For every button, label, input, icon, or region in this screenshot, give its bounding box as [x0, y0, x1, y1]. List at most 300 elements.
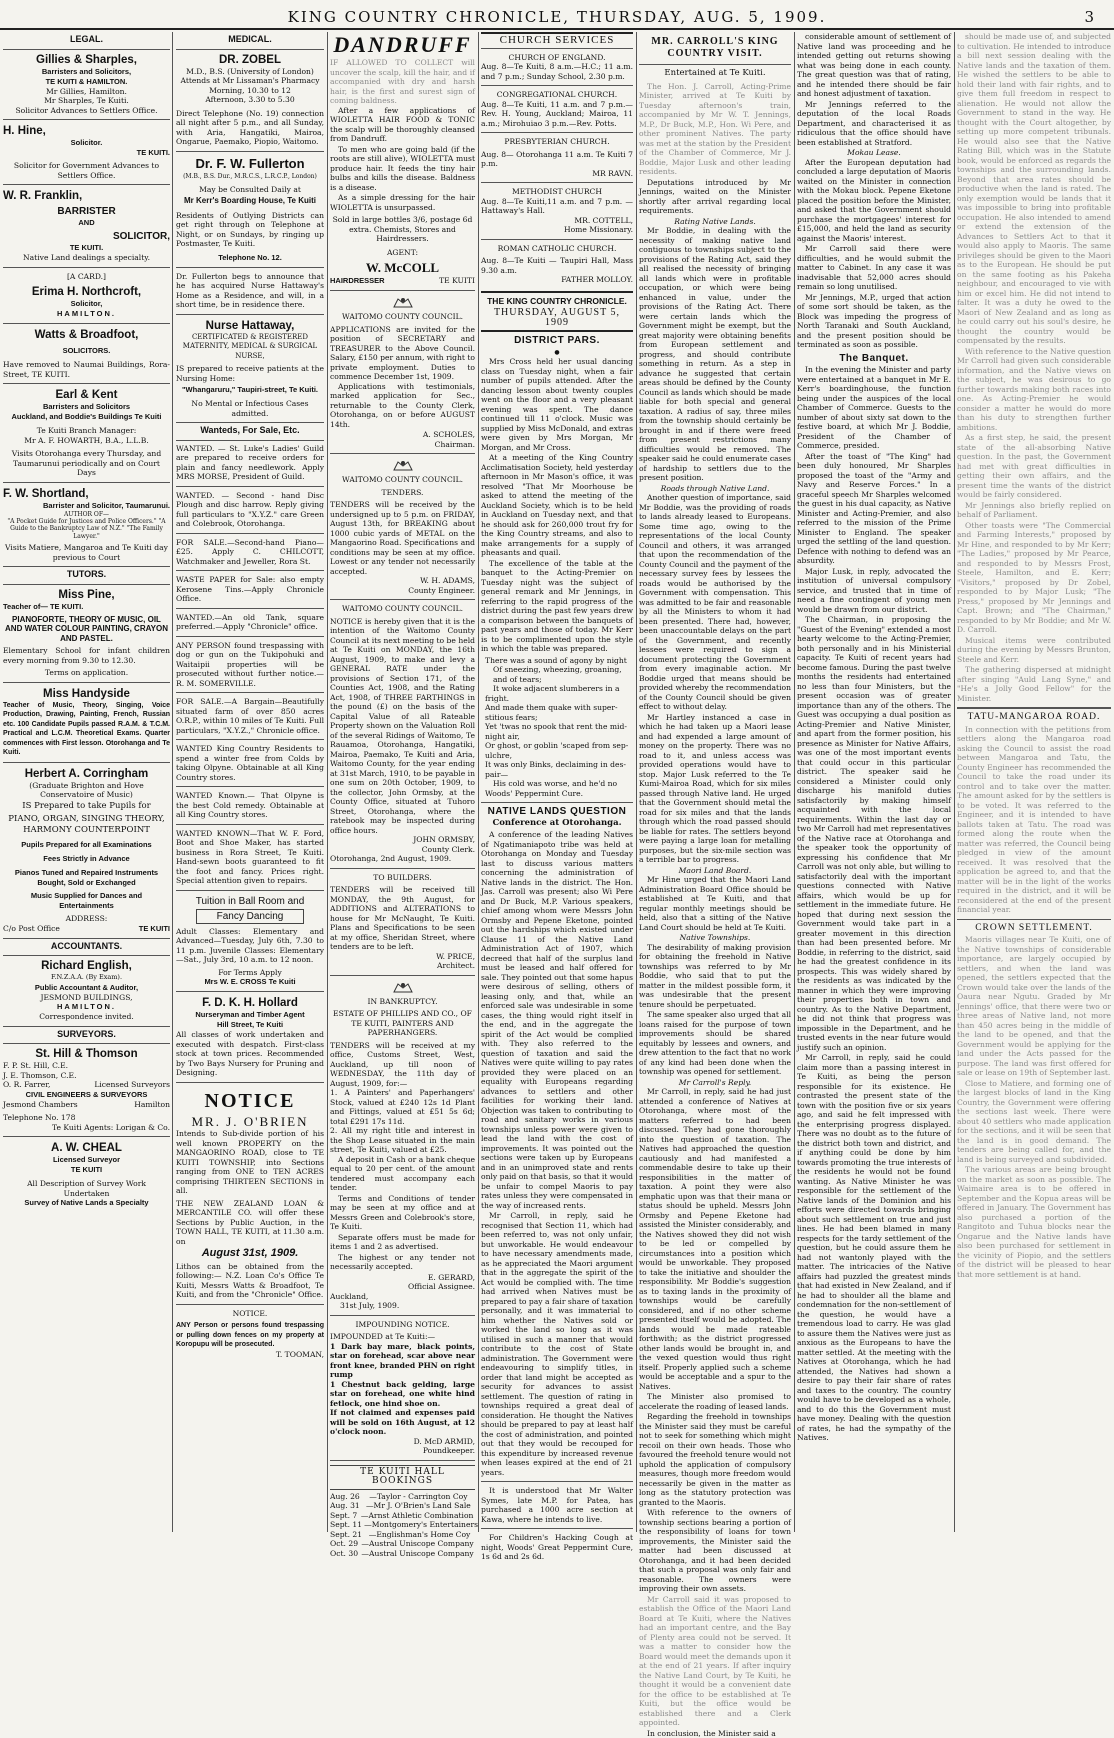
hall-booking-row [330, 1549, 475, 1559]
poem-line: fright. [485, 694, 633, 704]
divider [330, 868, 475, 869]
ad-line: TE KUITI [139, 924, 170, 934]
news-paragraph: Maoris villages near Te Kuiti, one of the Native townships of considerable importance, are largely occupied by settlers, and when the land was opened, the settlers expected that the Crown would take over the lands of the Oaura near Ngutu. Graded by Mr Jennings' office, that there were two or three areas of Native land, not more than 450 acres being in the middle of the land to be opened, and that the Government would be applying for the land under the Acts passed for the purpose. The land was first offered for sale or lease on 19th of September last. [957, 935, 1111, 1078]
ad-line: W. H. ADAMS, [330, 576, 475, 586]
divider [176, 692, 324, 693]
divider [481, 1481, 633, 1482]
ad-line: Mr A. F. HOWARTH, B.A., L.L.B. [3, 436, 170, 446]
news-paragraph: Mr Boddie, in dealing with the necessity of making native land contiguous to townships subject to the provisions of the Rating Act, said they all realised the necessity of bringing all lands which were in profitable occupation, or which were being enhanced in value, under the provisions of the Rating Act. There were certain lands which the Government might be exempt, but the great majority were obtaining benefits from European settlement and progress, and should contribute something in return. As a step in advance he suggested that certain areas should be defined by the County Council as lands which should be made liable for both special and general taxation. A radius of say, three miles from the township should certainly be brought in and if there were freed from present restrictions many difficulties would be removed. The speaker said he could enumerate cases of hardship to settlers due to the present position. [639, 226, 791, 483]
divider [3, 323, 170, 324]
divider [330, 975, 475, 976]
surveyors-heading: SURVEYORS. [3, 1026, 170, 1045]
ad-line: IS Prepared to take Pupils for [3, 802, 170, 812]
ad-to-builders [330, 873, 475, 971]
hall-booking-row [330, 1492, 475, 1502]
ad-line: SOLICITOR, [3, 231, 170, 243]
ad-shortland [3, 487, 170, 563]
ad-line: As a simple dressing for the hair WIOLETTA is unsurpassed. [330, 193, 475, 212]
ad-line: Attends at Mr Lissaman's Pharmacy [176, 76, 324, 86]
ad-name: Earl & Kent [3, 388, 170, 402]
news-paragraph: Mr Carroll, in reply, said he recognised that Section 11, which had been referred to, was not only unfair, but unworkable. He would endeavour to have necessary amendments made, as he appreciated the Maori argument that in the aggregate the spirit of the Act would be complied with. The time had arrived when Natives must be prepared to pay a fair share of taxation personally, and it was immaterial to him whether the Natives sold or worked the land so long as it was utilised in such a manner that would contribute to the cost of State administration. The Government were endeavouring to simplify titles, in order that land might be accepted as security for advances to assist settlement. The question of rating in townships required a great deal of consideration. He thought the Natives should be prepared to pay at least half the cost of administration, and pointed out that they would be recouped for this expenditure by increased revenue when leases expired at the end of 21 years. [481, 1211, 633, 1477]
ad-line: Te Kuiti Branch Manager: [3, 426, 170, 436]
poem-line: Woods' Peppermint Cure. [485, 789, 633, 799]
ad-line: Adult Classes: Elementary and Advanced—Tuesday, July 6th, 7.30 to 11 p.m. Juvenile Classes: Elementary —Sat., July 3rd, 10 a.m. to 12 noon. [176, 927, 324, 965]
classified: WANTED King Country Residents to spend a winter free from Colds by taking Olpyne. Obtainable at all King Country stores. [176, 744, 324, 782]
article-subheading: Rating Native Lands. [639, 217, 791, 227]
church-name: PRESBYTERIAN CHURCH. [481, 137, 633, 147]
ad-name: Nurse Hattaway, [176, 319, 324, 333]
divider [481, 85, 633, 86]
poem-line: His cold was worse, and he'd no [485, 779, 633, 789]
coat-of-arms-icon [392, 295, 414, 309]
column-rule [794, 32, 795, 1532]
booking-event: —Englishman's Home Coy [362, 1530, 475, 1540]
divider [3, 184, 170, 185]
ad-hine [3, 124, 170, 180]
booking-date: Sept. 11 [330, 1520, 362, 1530]
divider [176, 739, 324, 740]
booking-date: Sept. 21 [330, 1530, 362, 1540]
ad-line: JESMOND BUILDINGS, [3, 993, 170, 1003]
ad-name: W. R. Franklin, [3, 189, 170, 203]
divider [176, 486, 324, 487]
ad-name: Miss Pine, [3, 588, 170, 602]
ad-line: CERTIFICATED & REGISTERED MATERNITY, MEDICAL & SURGICAL NURSE, [176, 333, 324, 362]
ad-line: The highest or any tender not necessarily accepted. [330, 1253, 475, 1272]
ad-name: IMPOUNDING NOTICE. [330, 1320, 475, 1330]
ad-name: A. W. CHEAL [3, 1141, 170, 1155]
paper-date: THURSDAY, AUGUST 5, 1909 [481, 308, 633, 332]
ad-line: Native Land dealings a specialty. [3, 253, 170, 263]
hall-booking-row [330, 1520, 475, 1530]
ad-line: Pupils Prepared for all Examinations [3, 840, 170, 850]
column-medical-wanteds [176, 32, 324, 1534]
ad-line: Mr Sharples, Te Kuiti. [3, 96, 170, 106]
ad-name: Miss Handyside [3, 687, 170, 701]
ad-line: Mr Kerr's Boarding House, Te Kuiti [176, 195, 324, 207]
ad-line: Poundkeeper. [330, 1446, 475, 1456]
article-subheading: Native Townships. [639, 933, 791, 943]
classified: WANTED. — St. Luke's Ladies' Guild are prepared to receive orders for plain and fancy needlework. Apply MRS MORSE, President of Guild. [176, 444, 324, 482]
ad-earl-kent [3, 388, 170, 478]
ad-line: 1 Dark bay mare, black points, star on forehead, scar above near front knee, branded PHN on right rump [330, 1342, 475, 1380]
divider [957, 919, 1111, 920]
news-paragraph: Mr Hine urged that the Maori Land Administration Board Office should be established at Te Kuiti, and that regular monthly meetings should be held, also that a sitting of the Native Land Court should be held at Te Kuiti. [639, 875, 791, 932]
divider [330, 290, 475, 291]
ad-line: Licensed Surveyor [3, 1155, 170, 1165]
divider [639, 64, 791, 65]
news-paragraph: The gathering dispersed at midnight after singing "Auld Lang Syne," and "He's a Jolly Good Fellow" for the Minister. [957, 665, 1111, 703]
ad-dr-zobel [176, 53, 324, 147]
ad-name: DANDRUFF [330, 32, 475, 58]
masthead-title: KING COUNTRY CHRONICLE, THURSDAY, AUG. 5, 1909. [288, 8, 827, 26]
ad-name: H. Hine, [3, 124, 170, 138]
news-paragraph: Mr Carroll, in reply, said he had just attended a conference of Natives at Otorohanga, where most of the matters referred to had been discussed. They had gone thoroughly into the question of taxation. The Natives had approached the question cautiously and had manifested a commendable desire to take up their responsibilities in the matter of taxation. A point they were also emphatic upon was that their mana or status should be upheld. Messrs John Ormsby and Pepene Eketone had assisted the Minister considerably, and the Natives showed they did not wish to be led or compelled by circumstances into a position which would be unworkable. They proposed to take the initiative and shoulder the responsibility. Mr Boddie's suggestion as to taxing lands in the proximity of townships would be carefully considered, and if no other scheme presented itself would be adopted. The lands would be made rateable forthwith; as the district progressed other lands would be brought in, and the vexed question would thus right itself. Properly applied such a scheme would be acceptable and a spur to the Natives. [639, 1087, 791, 1391]
church-name: CONGREGATIONAL CHURCH. [481, 90, 633, 100]
ad-line: TE KUITI & HAMILTON. [3, 77, 170, 87]
ad-line: Afternoon, 3.30 to 5.30 [176, 95, 324, 105]
ad-name: DR. ZOBEL [176, 53, 324, 67]
ad-name: TE KUITI HALL BOOKINGS [330, 1465, 475, 1490]
news-paragraph: Mr Jennings referred to the deputation of the local Roads Department, and characterised it as ridiculous that the office should have been established at Stratford. [797, 100, 951, 148]
article-subheading: Roads through Native Land. [639, 484, 791, 494]
ad-line: Applications with testimonials, marked application for Sec., returnable to the County Clerk, Otorohanga, on or before AUGUST 14th. [330, 382, 475, 430]
ad-line: AGENT: [330, 248, 475, 258]
article-subheadline: Entertained at Te Kuiti. [639, 69, 791, 79]
ad-line: TE KUITI [3, 1165, 170, 1175]
news-paragraph: Mr Carroll said there were difficulties, and he would submit the matter to Cabinet. In any case it was inadvisable that 52,000 acres should remain so long unutilised. [797, 244, 951, 292]
ad-name: Richard English, [3, 959, 170, 973]
article-headline: MR. CARROLL'S KING COUNTRY VISIT. [639, 36, 791, 60]
ad-line: "Whangaruru," Taupiri-street, Te Kuiti. [176, 385, 324, 395]
ad-line: A. SCHOLES, [330, 430, 475, 440]
ad-line: Pianos Tuned and Repaired Instruments Bought, Sold or Exchanged [3, 868, 170, 888]
ad-line: Intends to Sub-divide portion of his well known PROPERTY on the MANGAORINO ROAD, close to TE KUITI TOWNSHIP, into Sections ranging from ONE to TEN ACRES comprising THIRTEEN SECTIONS in all. [176, 1129, 324, 1196]
divider [176, 533, 324, 534]
ad-name: F. D. K. H. Hollard [176, 996, 324, 1010]
ad-line: ESTATE OF PHILLIPS AND CO., OF TE KUITI, PAINTERS AND PAPERHANGERS. [330, 1009, 475, 1038]
column-rule [478, 32, 479, 1532]
divider [330, 1315, 475, 1316]
ad-line: Tuition in Ball Room and [176, 895, 324, 908]
news-paragraph: Other toasts were "The Commercial and Farming Interests," proposed by Mr Hine, and responded to by Mr Kerr; "The Ladies," proposed by Mr Pearce, and responded to by Messrs Frost, Steele, Hamilton, and E. Kerr; "Visitors," proposed by Dr Zobel, responded to by Major Lusk; "The Press," proposed by Mr Jennings and Capt. Brown; and "The Chairman," responded to by Mr Boddie; and Mr W. D. Carroll. [957, 521, 1111, 635]
ad-line: Hamilton [134, 1100, 170, 1110]
ad-line: HAMILTON. [3, 1002, 170, 1012]
ad-line: BARRISTER [3, 206, 170, 218]
news-paragraph: The Chairman, in proposing the "Guest of the Evening" extended a most hearty welcome to the Acting-Premier, both personally and in his Ministerial capacity. Te Kuiti of recent years had become famous. During the past twelve months the residents had entertained no less than four Ministers, but the present occasion was of greater importance than any of the others. The Guest was occupying a dual position as Acting-Premier and Native Minister, and apart from the former position, his presence as Minister for Native Affairs, was one of the most important events that could occur in this particular district. The speaker said he considered a Minister could only discharge his manifold duties satisfactorily by making himself acquainted with the local requirements. Within the last day or two Mr Carroll had met representatives of the Native race at Otorohanga and the speaker took the opportunity of expressing his confidence that Mr Carroll was not only able, but willing to satisfactorily deal with the important questions connected with Native affairs, which would be up for settlement in the immediate future. He hoped that during next session the Government would take part in a greater movement in this direction than had been presented before. Mr Boddie, in referring to the district, said he had the greatest confidence in its prospects. This was widely shared by the residents as was indicated by the manner in which they were improving their properties both in town and country. As to the Native Department, he did not think that progress was impossible in the Department, and he trusted events in the near future would justify such an opinion. [797, 615, 951, 1052]
church-service: Aug. 8—Te Kuiti,11 a.m. and 7 p.m. —Hattaway's Hall. [481, 197, 633, 216]
ad-line: Have removed to Naumai Buildings, Rora-Street, TE KUITI. [3, 360, 170, 379]
ad-line: Hill Street, Te Kuiti [176, 1020, 324, 1030]
ad-hollard [176, 996, 324, 1078]
ad-line: 1. A Painters' and Paperhangers' Stock, valued at £240 12s 1d Plant and Fittings, valued at £51 5s 6d; total £291 17s 11d. [330, 1088, 475, 1126]
divider [957, 707, 1111, 709]
booking-date: Oct. 29 [330, 1539, 358, 1549]
divider [330, 1460, 475, 1461]
ad-line: PIANOFORTE, THEORY OF MUSIC, OIL AND WATER COLOUR PAINTING, CRAYON AND PASTEL. [3, 615, 170, 644]
ad-name: IN BANKRUPTCY. [330, 997, 475, 1007]
booking-date: Sept. 7 [330, 1511, 357, 1521]
ad-line: SOLICITORS. [3, 346, 170, 356]
church-minister: FATHER MOLLOY. [481, 275, 633, 285]
ad-obrien-notice [176, 1089, 324, 1300]
ad-line: Survey of Native Lands a Specialty [3, 1198, 170, 1208]
ad-address-row [3, 924, 170, 934]
ad-line: APPLICATIONS are invited for the position of SECRETARY and TREASURER to the Above Council. Salary, £150 per annum, with right to private employment. Duties to commence December 1st, 1909. [330, 325, 475, 382]
church-name: CHURCH OF ENGLAND. [481, 53, 633, 63]
ad-council-secretary [330, 312, 475, 449]
divider [481, 802, 633, 803]
news-paragraph: considerable amount of settlement of Native land was proceeding and he intended getting out returns showing what was being done in each county. The great question was that of rating, and he intended there should be fair and honest adjustment of taxation. [797, 32, 951, 99]
ad-dancing-tuition [176, 895, 324, 988]
ad-council-tenders [330, 475, 475, 595]
ad-line: Barrister and Solicitor, Taumarunui. [3, 501, 170, 511]
article-subheading: Mokau Lease. [797, 148, 951, 158]
poem-line: ulchre, [485, 751, 633, 761]
ad-gillies-sharples [3, 53, 170, 116]
ad-bankruptcy [330, 997, 475, 1311]
ad-name: MR. J. O'BRIEN [176, 1117, 324, 1127]
hall-booking-row [330, 1539, 475, 1549]
divider [330, 599, 475, 600]
ad-line: Public Accountant & Auditor, [3, 983, 170, 993]
news-paragraph: The Minister also promised to accelerate the roading of leased lands. [639, 1392, 791, 1411]
ad-line: Te Kuiti Agents: Lorigan & Co. [3, 1123, 170, 1133]
ad-line: NOTICE is hereby given that it is the intention of the Waitomo County Council at its next meeting to be held at Te Kuiti on MONDAY, the 16th August, 1909, to make and levy a GENERAL RATE under the provisions of Section 171, of the Counties Act, 1908, and the Rating Act, 1908, of THREE FARTHINGS in the pound (£) on the basis of the Capital Value of all Rateable Property shown on the Valuation Roll of the several Ridings of Waitomo, Te Rauamoa, Otorohanga, Hangatiki, Mairoa, Paemako, Te Kuiti and Aria, Waitomo County, for the year ending at 31st March, 1910, to be payable in one sum on 20th October, 1909, to the collector, John Ormsby, at the County Office, situated at Tuhoro Street, Otorohanga, where the ratebook may be inspected during office hours. [330, 617, 475, 836]
ad-northcroft [3, 285, 170, 319]
ad-line: HAIRDRESSER [330, 276, 385, 286]
poem-line: Of sneezing, wheezing, groaning, [485, 665, 633, 675]
news-paragraph: The desirability of making provision for obtaining the freehold in Native townships was referred to by Mr Boddie, who said that to put the matter in the mildest possible form, it was undesirable that the present tenure should be perpetuated. [639, 943, 791, 1010]
ad-name: WAITOMO COUNTY COUNCIL. [330, 604, 475, 614]
ad-line: A deposit in Cash or a bank cheque equal to 20 per cent. of the amount tendered must accompany each tender. [330, 1155, 475, 1193]
ad-line: C/o Post Office [3, 924, 60, 934]
ad-line: Official Assignee. [330, 1282, 475, 1292]
hall-booking-row [330, 1501, 475, 1511]
booking-event: —Arnst Athletic Combination [357, 1511, 475, 1521]
poem-line: And made them quake with super- [485, 703, 633, 713]
news-paragraph: After the toast of "The King" had been duly honoured, Mr Sharples proposed the toast of the "Army and Navy and Reserve Forces." In a graceful speech Mr Sharples welcomed the guest in his dual capacity, as Native Minister and Acting-Premier, and also referred to the mission of the Prime Minister to England. The speaker urged the settling of the land question. Defence with nothing to defend was an absurdity. [797, 452, 951, 566]
divider [176, 1304, 324, 1305]
ad-line: Chairman. [330, 440, 475, 450]
news-paragraph: Another question of importance, said Mr Boddie, was the providing of roads to lands already leased to Europeans. Some time ago, owing to the representations of the local County Council and others, it was arranged that upon the recommendation of the County Council and the payment of the necessary survey fees by lessees the roads would be authorised by the Government with compensation. This was admitted to be fair and reasonable by all the Ministers to whom it had been presented. There had, however, been unaccountable delays on the part of the Government, and recently lessees were required to sign a document protecting the Government from every imaginable action. Mr Boddie urged that means should be provided whereby the recommendation of the County Council should be given effect to without delay. [639, 493, 791, 712]
ad-line: Architect. [330, 961, 475, 971]
ad-line: IS prepared to receive patients at the Nursing Home: [176, 364, 324, 383]
ad-line: Separate offers must be made for items 1 and 2 as advertised. [330, 1233, 475, 1252]
ad-line: TENDERS. [330, 488, 475, 498]
ad-line: Otorohanga, 2nd August, 1909. [330, 854, 475, 864]
ad-name: Gillies & Sharples, [3, 53, 170, 67]
ad-name: Erima H. Northcroft, [3, 285, 170, 299]
ad-line: T. TOOMAN, [176, 1350, 324, 1360]
ad-line: 2. All my right title and interest in the Shop Lease situated in the main street, Te Kuiti, valued at £25. [330, 1126, 475, 1155]
divider [176, 570, 324, 571]
column-continued-roads [957, 32, 1111, 1534]
native-lands-subheading: Conference at Otorohanga. [481, 819, 633, 829]
ad-line: Barristers and Solicitors, [3, 67, 170, 77]
church-minister: Home Missionary. [481, 225, 633, 235]
ad-nurse-hattaway [176, 319, 324, 419]
ad-line: J. E. Thomson, C.E. [3, 1071, 170, 1081]
ad-line: Mr Gillies, Hamilton. [3, 87, 170, 97]
ad-line: Visits Matiere, Mangaroa and Te Kuiti day previous to Court [3, 543, 170, 562]
ad-line: Elementary School for infant children every morning from 9.30 to 12.30. [3, 646, 170, 665]
news-paragraph: At a meeting of the King Country Acclimatisation Society, held yesterday afternoon in Mr Mason's office, it was resolved "That Mr Moorhouse be asked to attend the meeting of the Auckland Society, which is to be held in Auckland on Tuesday next, and that he should ask for 260,000 trout fry for the King Country streams, and also to make arrangements for a supply of pheasants and quail. [481, 453, 633, 558]
coat-of-arms-icon [392, 980, 414, 994]
column-rule [172, 32, 173, 1532]
section-ornament: ● [481, 348, 633, 358]
poem-line: There was a sound of agony by night [485, 656, 633, 666]
ad-line: Telephone No. 12. [176, 253, 324, 263]
tutors-heading: TUTORS. [3, 566, 170, 585]
ad-cheal [3, 1141, 170, 1208]
ad-line: After a few applications of WIOLETTA HAIR FOOD & TONIC the scalp will be thoroughly cleansed from Dandruff. [330, 106, 475, 144]
divider [176, 786, 324, 787]
ad-line: Solicitor for Government Advances to Settlers Office. [3, 161, 170, 180]
ad-line: THE NEW ZEALAND LOAN & MERCANTILE CO. will offer these Sections by Public Auction, in the TOWN HALL, TE KUITI, at 11.30 a.m. on [176, 1199, 324, 1247]
ad-line: May be Consulted Daily at [176, 185, 324, 195]
news-paragraph: In connection with the petitions from settlers along the Mangaroa road asking the Council to assist the road between Mangaroa and Tatu, the County Engineer has recommended the Council to take the road under its control and to take over the matter. The amount asked for by the settlers is to be voted. It was referred to the Engineer, and it is intended to have ballots taken at Tatu. The road was formed along the route when the matter was referred, the Council being pledged in view of the amount received. It was resolved that the application be agreed to, and that the matter will be in the light of the works required in the district, and it will be reconsidered at the end of the present financial year. [957, 725, 1111, 915]
ad-line: HAMILTON. [3, 309, 170, 319]
classified: WASTE PAPER for Sale: also empty Kerosene Tins.—Apply Chronicle Office. [176, 575, 324, 604]
divider [176, 151, 324, 152]
booking-event: —Mr J. O'Brien's Land Sale [360, 1501, 475, 1511]
ad-row [3, 1080, 170, 1090]
ad-line: F.N.Z.A.A. (By Exam). [3, 973, 170, 983]
news-paragraph: Mr Jennings, M.P., urged that action of some sort should be taken, as the Block was impeding the progress of North Taranaki and South Auckland, and the present position should be terminated as soon as possible. [797, 293, 951, 350]
ad-line: Barristers and Solicitors [3, 402, 170, 412]
ad-line: TE KUITI. [3, 243, 170, 253]
native-lands-heading: NATIVE LANDS QUESTION [481, 807, 633, 817]
ad-line: IMPOUNDED at Te Kuiti:— [330, 1332, 475, 1342]
ad-dandruff [330, 32, 475, 286]
ad-line: County Clerk. [330, 845, 475, 855]
church-name: METHODIST CHURCH [481, 187, 633, 197]
ad-line: Dr. Fullerton begs to announce that he has acquired Nurse Hattaway's Home as a Residence, and will, in a short time, be in residence there. [176, 272, 324, 310]
divider [3, 762, 170, 763]
church-service: Aug. 8—Te Kuiti, 11 a.m. and 7 p.m.—Rev. H. Young, Auckland; Mairoa, 11 a.m.; Mirohuiao 3 p.m.—Rev. Potts. [481, 100, 633, 129]
column-rule [327, 32, 328, 1532]
ad-line: All classes of work undertaken and executed with despatch. First-class stock at town prices. Recommended by Two Bays Nursery for Pruning and Designing. [176, 1030, 324, 1078]
ad-line: (M.B., B.S. Dur., M.R.C.S., L.R.C.P., London) [176, 172, 324, 182]
ad-line: TENDERS will be received at my office, Customs Street, West, Auckland, up till noon of WEDNESDAY, the 11th day of August, 1909, for:— [330, 1041, 475, 1089]
hall-bookings-list [330, 1492, 475, 1559]
ad-line: TE KUITI. [3, 148, 170, 158]
crown-settlement-heading: CROWN SETTLEMENT. [957, 924, 1111, 934]
ad-line: If not claimed and expenses paid will be sold on 16th August, at 12 o'clock noon. [330, 1408, 475, 1437]
news-paragraph: The Hon. J. Carroll, Acting-Prime Minister, arrived at Te Kuiti by Tuesday afternoon's train, accompanied by Mr W. T. Jennings, M.P., Dr Buck, M.P., Hon. Wi Pere, and other prominent Natives. The party was met at the station by the President of the Chamber of Commerce, Mr J. Boddie, Major Lusk and other leading residents. [639, 82, 791, 177]
ad-line: Licensed Surveyors [94, 1080, 170, 1090]
ad-miss-pine [3, 588, 170, 678]
accountants-heading: ACCOUNTANTS. [3, 938, 170, 957]
ad-line: "A Pocket Guide for Justices and Police Officers." "A Guide to the Bankruptcy Law of N.Z." "The Family Lawyer." [3, 518, 170, 541]
wanteds-heading: Wanteds, For Sale, Etc. [176, 422, 324, 441]
ad-hall-bookings [330, 1465, 475, 1559]
ad-name: WAITOMO COUNTY COUNCIL. [330, 312, 475, 322]
ad-line: Solicitor Advances to Settlers Office. [3, 106, 170, 116]
ad-line: PIANO, ORGAN, SINGING THEORY, HARMONY COUNTERPOINT [3, 814, 170, 836]
ad-trespass-notice [176, 1309, 324, 1360]
ad-line: CIVIL ENGINEERS & SURVEYORS [3, 1090, 170, 1100]
news-paragraph: The various areas are being brought on the market as soon as possible. The Waimaire area is to be offered in September and the Kopua areas will be offered in January. The Government has also purchased a portion of the Rangitoto and Tuhua blocks near the Ongarue and the Native lands have also been purchased for settlement in the vicinity of Piopio, and the settlers of the district will be pleased to hear that more settlement is at hand. [957, 1165, 1111, 1279]
ad-line: Terms and Conditions of tender may be seen at my office and at Messrs Green and Colebrook's store, Te Kuiti. [330, 1194, 475, 1232]
divider [481, 182, 633, 183]
ad-line: Terms on application. [3, 668, 170, 678]
poem-line: Or ghost, or goblin 'scaped from sep- [485, 741, 633, 751]
church-service: Aug. 8— Otorohanga 11 a.m. Te Kuiti 7 p.m. [481, 150, 633, 169]
news-paragraph: Mr Hartley instanced a case in which he had taken up a Maori lease and had expended a large amount of money on the property. There was no road to it, and unless access was provided operations would have to stop. Major Lusk referred to the Te Kumi-Mairoa Road, which for six miles passed through Native land. He urged that the Government should metal the road for six miles and that the lands through which the road passed should be liable for rates. The settlers beyond were paying a large loan for metalling purposes, but the six-mile section was a terrible bar to progress. [639, 713, 791, 865]
divider [481, 132, 633, 133]
ad-line: Teacher of— TE KUITI. [3, 602, 170, 612]
classified: FOR SALE.—Second-hand Piano—£25. Apply C. CHILCOTT, Watchmaker and Jeweller, Rora St. [176, 538, 324, 567]
poem-line: stitious fears; [485, 713, 633, 723]
ad-line: August 31st, 1909. [176, 1249, 324, 1259]
divider [176, 991, 324, 992]
divider [330, 453, 475, 454]
poem-line: It was only Binks, declaiming in des- [485, 760, 633, 770]
ad-line: For Terms Apply [176, 968, 324, 978]
ad-row [330, 276, 475, 286]
advert-poem [481, 656, 633, 799]
ad-row [3, 1100, 170, 1110]
divider [176, 1082, 324, 1083]
column-dandruff-council [330, 32, 475, 1534]
ad-line: Telephone No. 178 [3, 1113, 170, 1123]
ad-dr-fullerton [176, 156, 324, 310]
ad-line: Fees Strictly in Advance [3, 854, 170, 864]
news-paragraph: Mr Jennings also briefly replied on behalf of Parliament. [957, 501, 1111, 520]
column-rule [954, 32, 955, 1532]
news-paragraph: With reference to the Native question Mr Carroll had given such considerable information, and the Native views on the subject, he was desirous to go further towards making both races into one. As Acting-Premier he would consider a matter he would do more than his duty to strengthen further ambitions. [957, 347, 1111, 433]
ad-miss-handyside [3, 687, 170, 758]
booking-event: —Austral Uniscope Company [358, 1549, 475, 1559]
divider [176, 314, 324, 315]
article-subheading: Mr Carroll's Reply. [639, 1078, 791, 1088]
news-paragraph: Mrs Cross held her usual dancing class on Tuesday night, when a fair number of pupils attended. After the dancing lesson about twenty couples went on the floor and a very pleasant evening was spent. The dance continued till 11 o'clock. Music was supplied by Miss McDonald, and extras were given by Mrs Morgan, Mr Morgan, and Mr Cross. [481, 357, 633, 452]
ad-line: Teacher of Music, Theory, Singing, Voice Production, Drawing, Painting, French, Russian etc. 100 Candidate Pupils passed R.A.M. & T.C.M. Practical and L.C.M. Theoretical Exams. Quarter commences with First lesson. Otorohanga and Te Kuiti. [3, 701, 170, 758]
masthead [0, 0, 1114, 28]
booking-event: —Austral Uniscope Company [358, 1539, 475, 1549]
ad-council-rate-notice [330, 604, 475, 864]
classified: WANTED Known.— That Olpyne is the best Cold remedy. Obtainable at all King Country stores. [176, 791, 324, 820]
ad-line: Direct Telephone (No. 19) connection all night after 5 p.m., and all Sunday, with Aria, Hangatiki, Mairoa, Ongarue, Paemako, Piopio, Waitomo. [176, 109, 324, 147]
ad-name: TO BUILDERS. [330, 873, 475, 883]
news-paragraph: The excellence of the table at the banquet to the Acting-Premier on Tuesday night was the subject of general remark and Mr Jennings, in referring to the rapid progress of the district during the past few years drew a comparison between the banquets of past years and those of today. Mr Kerr is to be complimented upon the style in which the table was prepared. [481, 559, 633, 654]
ad-impounding [330, 1320, 475, 1456]
booking-event: —Taylor - Carrington Coy [360, 1492, 475, 1502]
ad-line: To men who are going bald (if the roots are still alive), WIOLETTA must produce hair. It feeds the tiny hair bulbs and kills the disease. Baldness is a disease. [330, 145, 475, 193]
tatu-road-heading: TATU-MANGAROA ROAD. [957, 713, 1111, 723]
ad-watts-broadfoot [3, 328, 170, 379]
hall-booking-row [330, 1530, 475, 1540]
news-paragraph: As a first step, he said, the present state of the all-absorbing Native question. In the past, the Government had met with great difficulties in getting their own affairs, and the present time the wants of the district would be fairly considered. [957, 433, 1111, 500]
ad-line: M.D., B.S. (University of London) [176, 67, 324, 77]
classified: WANTED.—An old Tank, square preferred.—Apply "Chronicle" office. [176, 613, 324, 632]
column-carroll-continued [797, 32, 951, 1534]
divider [3, 267, 170, 268]
ad-name: WAITOMO COUNTY COUNCIL. [330, 475, 475, 485]
ad-line: 31st July, 1909. [330, 1301, 475, 1311]
divider [481, 1528, 633, 1529]
classified: WANTED. — Second - hand Disc Plough and disc harrow. Reply giving full particulars to "X.Y.Z." care Green and Colebrook, Otorohanga. [176, 491, 324, 529]
ad-line: Solicitor, [3, 299, 170, 309]
ad-line: ADDRESS: [3, 914, 170, 924]
news-paragraph: After the European deputation had concluded a large deputation of Maoris waited on the Minister in connection with the Mokau block. Pepene Eketone placed the position before the Minister, and asked that the Government should purchase the mortgagees' interest for £15,000, and held the land as security against the Maoris' interest. [797, 158, 951, 244]
divider [3, 383, 170, 384]
ad-english [3, 959, 170, 1022]
church-service: Aug. 8—Te Kuiti — Taupiri Hall, Mass 9.30 a.m. [481, 256, 633, 275]
poem-line: and of tears; [485, 675, 633, 685]
ad-line: Visits Otorohanga every Thursday, and Taumarunui periodically and on Court Days [3, 449, 170, 478]
news-paragraph: A conference of the leading Natives of Ngatimaniapoto tribe was held at Otorohanga on Monday and Tuesday last to discuss various matters concerning the administration of Native lands in the district. The Hon. Jas. Carroll was present; also Wi Pere and Dr Buck, M.P. Various speakers, chief among whom were Messrs John Ormsby and Pepene Eketone, pointed out the hardships which existed under Clause 11 of the Native Land Administration Act of 1907, which decreed that half of the surplus land must be leased and half offered for sale. They pointed out that some hapus were desirous of selling, others of leasing only, and that, while an enforced sale was undesirable in some cases, the thing would right itself in the end, and in the aggregate the spirit of the Act would be complied with. They also referred to the question of taxation and said the Natives were quite willing to pay rates provided they were placed on an equality with Europeans regarding advances to settlers and other facilities for working their land. Objection was taken to contributing to road and sanitary works in various townships unless power were given to lead the land with the cost of improvements. It was pointed out the sections were taken up by Europeans and in an unimproved state and rents only paid on that basis, so that it would be unfair to compel Maoris to pay rates unless they were compensated in the way of increased rents. [481, 830, 633, 1210]
news-paragraph: With reference to the owners of township sections bearing a portion of the responsibility of loans for town improvements, the Minister said the matter had been discussed at Otorohanga, and it had been decided that such a proposal was only fair and reasonable. The owners were improving their own assets. [639, 1508, 791, 1594]
page-number: 3 [1084, 8, 1096, 26]
ad-line: Nurseryman and Timber Agent [176, 1010, 324, 1020]
news-paragraph: It is understood that Mr Walter Symes, late M.P. for Patea, has purchased a 1000 acre section at Kawa, where he intends to live. [481, 1486, 633, 1524]
divider [3, 119, 170, 120]
ad-line: Mrs W. E. CROSS Te Kuiti [176, 977, 324, 987]
masthead-rule [0, 28, 1114, 30]
booking-date: Oct. 30 [330, 1549, 358, 1559]
ad-line: Fancy Dancing [196, 909, 304, 924]
ad-line: All Description of Survey Work Undertaken [3, 1179, 170, 1198]
divider [3, 682, 170, 683]
news-paragraph: should be made use of, and subjected to cultivation. He intended to introduce a bill next session dealing with the Native lands and the taxation of them. He wished the settlers to be able to hold their land with fair rights, and to give them full freedom in respect to alienation. He would not allow the Government to stand in the way. He thought with the Court altogether, by setting up more competent tribunals. He would also see that the Native Rating Bill, which was in the Statute book, would be enforced as regards the townships and the surrounding lands. Beyond that area rates should be productive when the land is rated. The only exemption would be lands that it was impossible to bring into profitable occupation. He also intended to amend or extend the extension of the Advances to Settlers Act to that it would also apply to Maoris. The same privileges should be given to the Maori as to the European. He should be put on the same footing as his Pakeha neighbour, and encouraged to vie with him or excel him. He did not intend to falter. It was a duty he owed to the Maori of New Zealand and as long as he could carry out his soul's desire, he thought the country would be compensated by the results. [957, 32, 1111, 346]
paper-title: THE KING COUNTRY CHRONICLE. [481, 291, 633, 309]
ad-name: F. W. Shortland, [3, 487, 170, 501]
poem-line: pair— [485, 770, 633, 780]
classified: ANY PERSON found trespassing with dog or gun on the Tukipohuki and Waitaipii properties will be prosecuted without further notice.—R. M. SOMERVILLE. [176, 641, 324, 689]
